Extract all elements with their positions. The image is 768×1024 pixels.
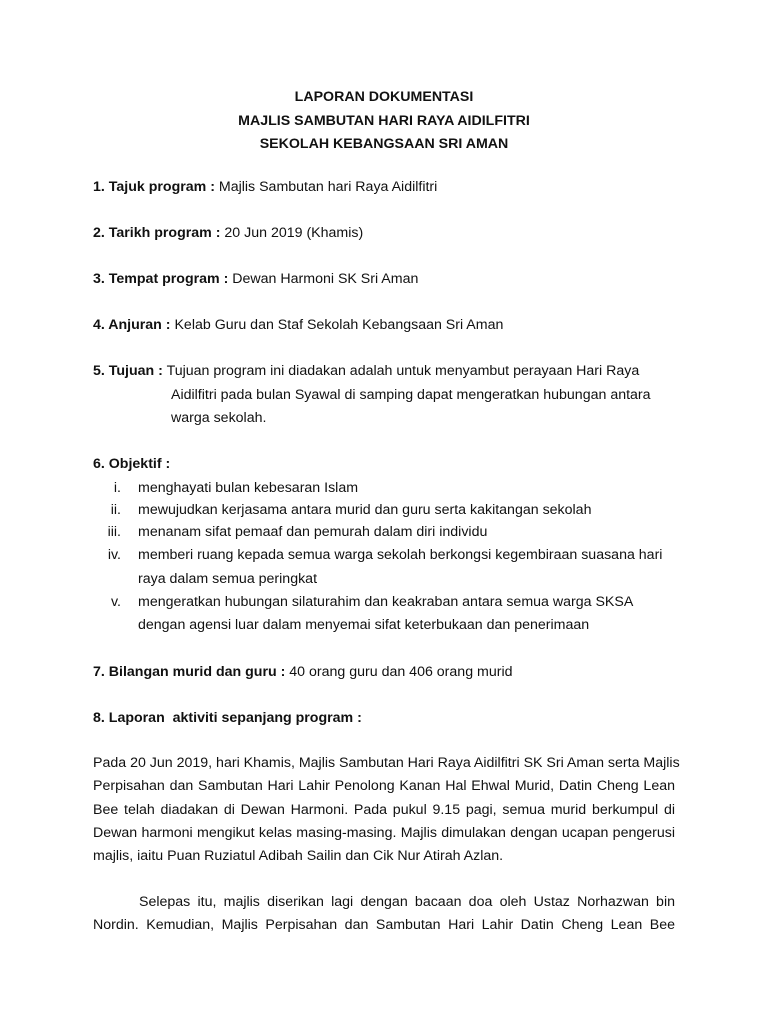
item-tujuan-line-1: Tujuan program ini diadakan adalah untuk menyambut perayaan Hari Raya xyxy=(166,363,640,379)
item-bilangan xyxy=(93,661,683,684)
paragraph-line: Pada 20 Jun 2019, hari Khamis, Majlis Sambutan Hari Raya Aidilfitri SK Sri Aman serta Majlis xyxy=(93,755,680,771)
item-tarikh-label: 2. Tarikh program : xyxy=(93,225,221,241)
objektif-item-text: mengeratkan hubungan silaturahim dan keakraban antara semua warga SKSA xyxy=(138,594,634,610)
title-line-1: LAPORAN DOKUMENTASI xyxy=(294,89,474,105)
objektif-item xyxy=(93,544,693,567)
report-paragraph-1 xyxy=(93,752,680,868)
item-tempat-value: Dewan Harmoni SK Sri Aman xyxy=(232,271,419,287)
paragraph-line: Selepas itu, majlis diserikan lagi dengan bacaan doa oleh Ustaz Norhazwan bin xyxy=(139,894,675,910)
objektif-item-text: menghayati bulan kebesaran Islam xyxy=(138,480,359,496)
item-objektif xyxy=(93,453,683,476)
objektif-item-number: i. xyxy=(113,480,121,496)
item-anjuran-value: Kelab Guru dan Staf Sekolah Kebangsaan Sri Aman xyxy=(174,317,504,333)
item-anjuran-label: 4. Anjuran : xyxy=(93,317,171,333)
item-tempat xyxy=(93,268,683,291)
item-tujuan-label: 5. Tujuan : xyxy=(93,363,163,379)
objektif-item-number: iv. xyxy=(107,547,121,563)
paragraph-line: Nordin. Kemudian, Majlis Perpisahan dan Sambutan Hari Lahir Datin Cheng Lean Bee xyxy=(93,917,675,934)
objektif-item xyxy=(93,477,693,500)
objektif-item xyxy=(93,521,693,544)
item-tempat-label: 3. Tempat program : xyxy=(93,271,229,287)
item-tajuk xyxy=(93,176,683,199)
item-tujuan-line-2: Aidilfitri pada bulan Syawal di samping dapat mengeratkan hubungan antara xyxy=(171,387,651,403)
item-laporan-label: 8. Laporan aktiviti sepanjang program : xyxy=(93,710,362,726)
paragraph-line: Perpisahan dan Sambutan Hari Lahir Penolong Kanan Hal Ehwal Murid, Datin Cheng Lean xyxy=(93,778,675,795)
objektif-item-continuation: raya dalam semua peringkat xyxy=(138,571,318,587)
objektif-item-number: v. xyxy=(111,594,121,610)
objektif-item xyxy=(93,499,693,522)
item-tarikh xyxy=(93,222,683,245)
objektif-item-number: ii. xyxy=(110,502,121,518)
item-bilangan-label: 7. Bilangan murid dan guru : xyxy=(93,664,286,680)
item-tujuan xyxy=(93,360,683,383)
item-objektif-label: 6. Objektif : xyxy=(93,456,171,472)
objektif-item-text: mewujudkan kerjasama antara murid dan guru serta kakitangan sekolah xyxy=(138,502,592,518)
report-paragraph-2 xyxy=(93,891,675,938)
paragraph-line: Dewan harmoni mengikut kelas masing-masing. Majlis dimulakan dengan ucapan pengerusi xyxy=(93,824,675,841)
item-tajuk-value: Majlis Sambutan hari Raya Aidilfitri xyxy=(218,179,438,195)
item-laporan xyxy=(93,707,683,730)
title-line-3: SEKOLAH KEBANGSAAN SRI AMAN xyxy=(259,136,509,152)
item-anjuran xyxy=(93,314,683,337)
objektif-item-number: iii. xyxy=(107,524,121,540)
objektif-item-text: memberi ruang kepada semua warga sekolah berkongsi kegembiraan suasana hari xyxy=(138,547,663,563)
paragraph-line: Bee telah diadakan di Dewan Harmoni. Pada pukul 9.15 pagi, semua murid berkumpul di xyxy=(93,801,675,818)
item-tarikh-value: 20 Jun 2019 (Khamis) xyxy=(224,225,364,241)
paragraph-line: majlis, iaitu Puan Ruziatul Adibah Sailin dan Cik Nur Atirah Azlan. xyxy=(93,848,504,865)
item-tujuan-line-3: warga sekolah. xyxy=(171,410,267,426)
document-title xyxy=(0,86,768,157)
title-line-2: MAJLIS SAMBUTAN HARI RAYA AIDILFITRI xyxy=(238,112,530,129)
item-bilangan-value: 40 orang guru dan 406 orang murid xyxy=(289,664,513,680)
objektif-item-continuation: dengan agensi luar dalam menyemai sifat keterbukaan dan penerimaan xyxy=(138,617,590,633)
objektif-item xyxy=(93,591,693,614)
item-tajuk-label: 1. Tajuk program : xyxy=(93,179,215,195)
objektif-item-text: menanam sifat pemaaf dan pemurah dalam diri individu xyxy=(138,524,488,540)
